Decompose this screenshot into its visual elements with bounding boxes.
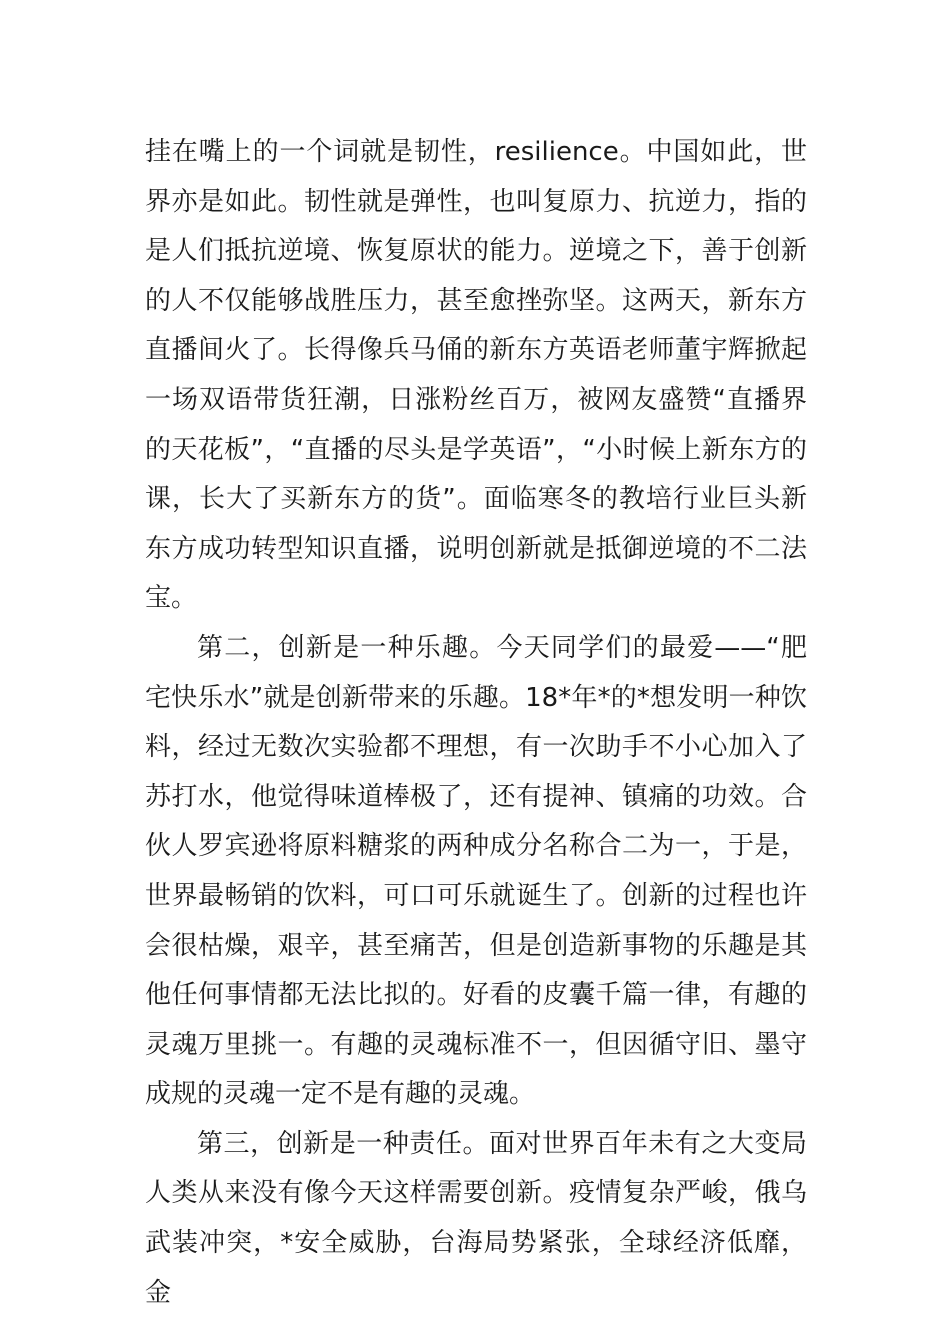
paragraph-resilience: 挂在嘴上的一个词就是韧性，resilience。中国如此，世界亦是如此。韧性就是弹性，也叫复原力、抗逆力，指的是人们抵抗逆境、恢复原状的能力。逆境之下，善于创新的人不仅能够战胜压力，甚至愈挫弥坚。这两天，新东方直播间火了。长得像兵马俑的新东方英语老师董宇辉掀起一场双语带货狂潮，日涨粉丝百万，被网友盛赞“直播界的天花板”，“直播的尽头是学英语”，“小时候上新东方的课，长大了买新东方的货”。面临寒冬的教培行业巨头新东方成功转型知识直播，说明创新就是抵御逆境的不二法宝。 (145, 137, 807, 614)
paragraph-innovation-fun: 第二，创新是一种乐趣。今天同学们的最爱——“肥宅快乐水”就是创新带来的乐趣。18*年*的*想发明一种饮料，经过无数次实验都不理想，有一次助手不小心加入了苏打水，他觉得味道棒极了，还有提神、镇痛的功效。合伙人罗宾逊将原料糖浆的两种成分名称合二为一，于是，世界最畅销的饮料，可口可乐就诞生了。创新的过程也许会很枯燥，艰辛，甚至痛苦，但是创造新事物的乐趣是其他任何事情都无法比拟的。好看的皮囊千篇一律，有趣的灵魂万里挑一。有趣的灵魂标准不一，但因循守旧、墨守成规的灵魂一定不是有趣的灵魂。 (145, 632, 807, 1110)
document-body (145, 128, 807, 1318)
paragraph-innovation-responsibility: 第三，创新是一种责任。面对世界百年未有之大变局人类从来没有像今天这样需要创新。疫情复杂严峻，俄乌武装冲突，*安全威胁，台海局势紧张，全球经济低靡，金 (145, 1128, 807, 1308)
